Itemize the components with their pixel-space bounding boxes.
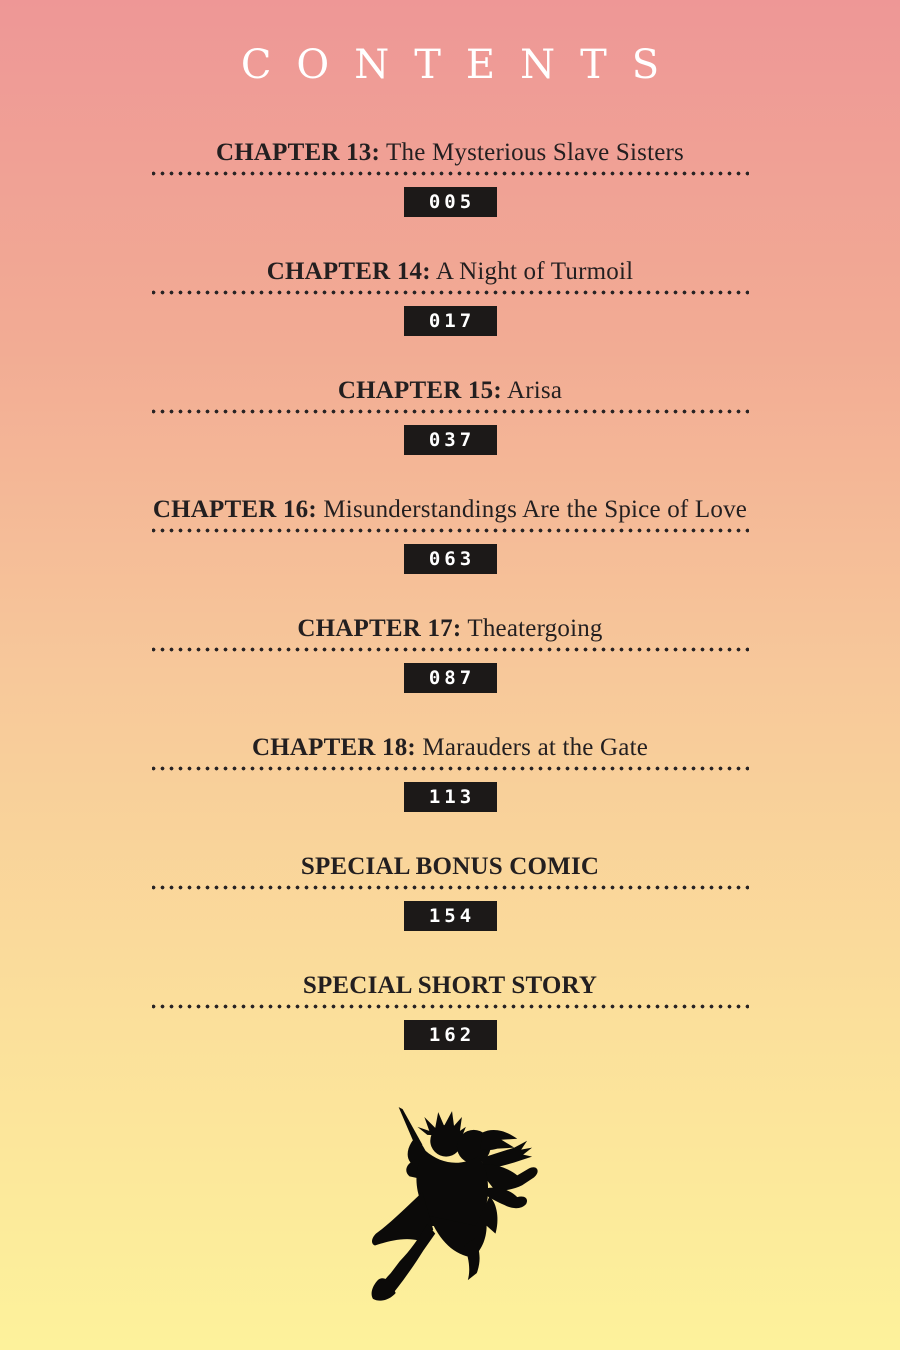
chapter-label: CHAPTER 15: — [337, 377, 502, 404]
chapter-heading — [152, 614, 749, 644]
toc-entry — [152, 852, 749, 931]
chapter-heading — [152, 257, 749, 287]
chapter-subtitle: Marauders at the Gate — [415, 734, 649, 761]
chapter-heading — [152, 733, 749, 763]
toc-entry-inner — [152, 733, 749, 812]
page-number-badge: 154 — [404, 901, 497, 931]
chapter-label: SPECIAL SHORT STORY — [302, 972, 598, 999]
dotted-leader — [152, 526, 749, 535]
toc-entry — [152, 495, 749, 574]
dotted-leader — [152, 764, 749, 773]
toc-entry — [152, 257, 749, 336]
chapter-subtitle: A Night of Turmoil — [430, 258, 634, 285]
dotted-leader — [152, 883, 749, 892]
chapter-label: SPECIAL BONUS COMIC — [300, 853, 600, 880]
chapter-heading — [152, 852, 749, 882]
dotted-leader — [152, 1002, 749, 1011]
toc-entry-inner — [152, 138, 749, 217]
chapter-heading — [152, 376, 749, 406]
toc-entry-inner — [152, 614, 749, 693]
chapter-heading — [152, 138, 749, 168]
page-number-badge: 162 — [404, 1020, 497, 1050]
toc-entry-inner — [152, 971, 749, 1050]
page-number-badge: 037 — [404, 425, 497, 455]
page-number-badge: 063 — [404, 544, 497, 574]
toc-entry-inner — [152, 852, 749, 931]
dotted-leader — [152, 288, 749, 297]
chapter-subtitle: The Mysterious Slave Sisters — [380, 139, 684, 166]
chapter-label: CHAPTER 14: — [266, 258, 431, 285]
toc-entry — [152, 971, 749, 1050]
toc-entry-inner — [152, 495, 749, 574]
toc-entry — [152, 733, 749, 812]
chapter-subtitle: Misunderstandings Are the Spice of Love — [316, 496, 748, 523]
page-number-badge: 113 — [404, 782, 497, 812]
chapter-label: CHAPTER 18: — [251, 734, 416, 761]
toc-entry-inner — [152, 376, 749, 455]
chapter-label: CHAPTER 17: — [297, 615, 462, 642]
characters-silhouette-illustration — [370, 1104, 538, 1304]
dotted-leader — [152, 645, 749, 654]
chapter-heading — [152, 495, 749, 525]
chapter-label: CHAPTER 16: — [152, 496, 317, 523]
toc-entry-inner — [152, 257, 749, 336]
toc-entry — [152, 376, 749, 455]
toc-list — [0, 138, 900, 1090]
chapter-label: CHAPTER 13: — [216, 139, 381, 166]
chapter-heading — [152, 971, 749, 1001]
page-number-badge: 005 — [404, 187, 497, 217]
chapter-subtitle: Arisa — [501, 377, 563, 404]
page-number-badge: 017 — [404, 306, 497, 336]
dotted-leader — [152, 407, 749, 416]
dotted-leader — [152, 169, 749, 178]
chapter-subtitle: Theatergoing — [461, 615, 603, 642]
page-title: CONTENTS — [240, 42, 685, 88]
page-number-badge: 087 — [404, 663, 497, 693]
toc-entry — [152, 614, 749, 693]
toc-entry — [152, 138, 749, 217]
